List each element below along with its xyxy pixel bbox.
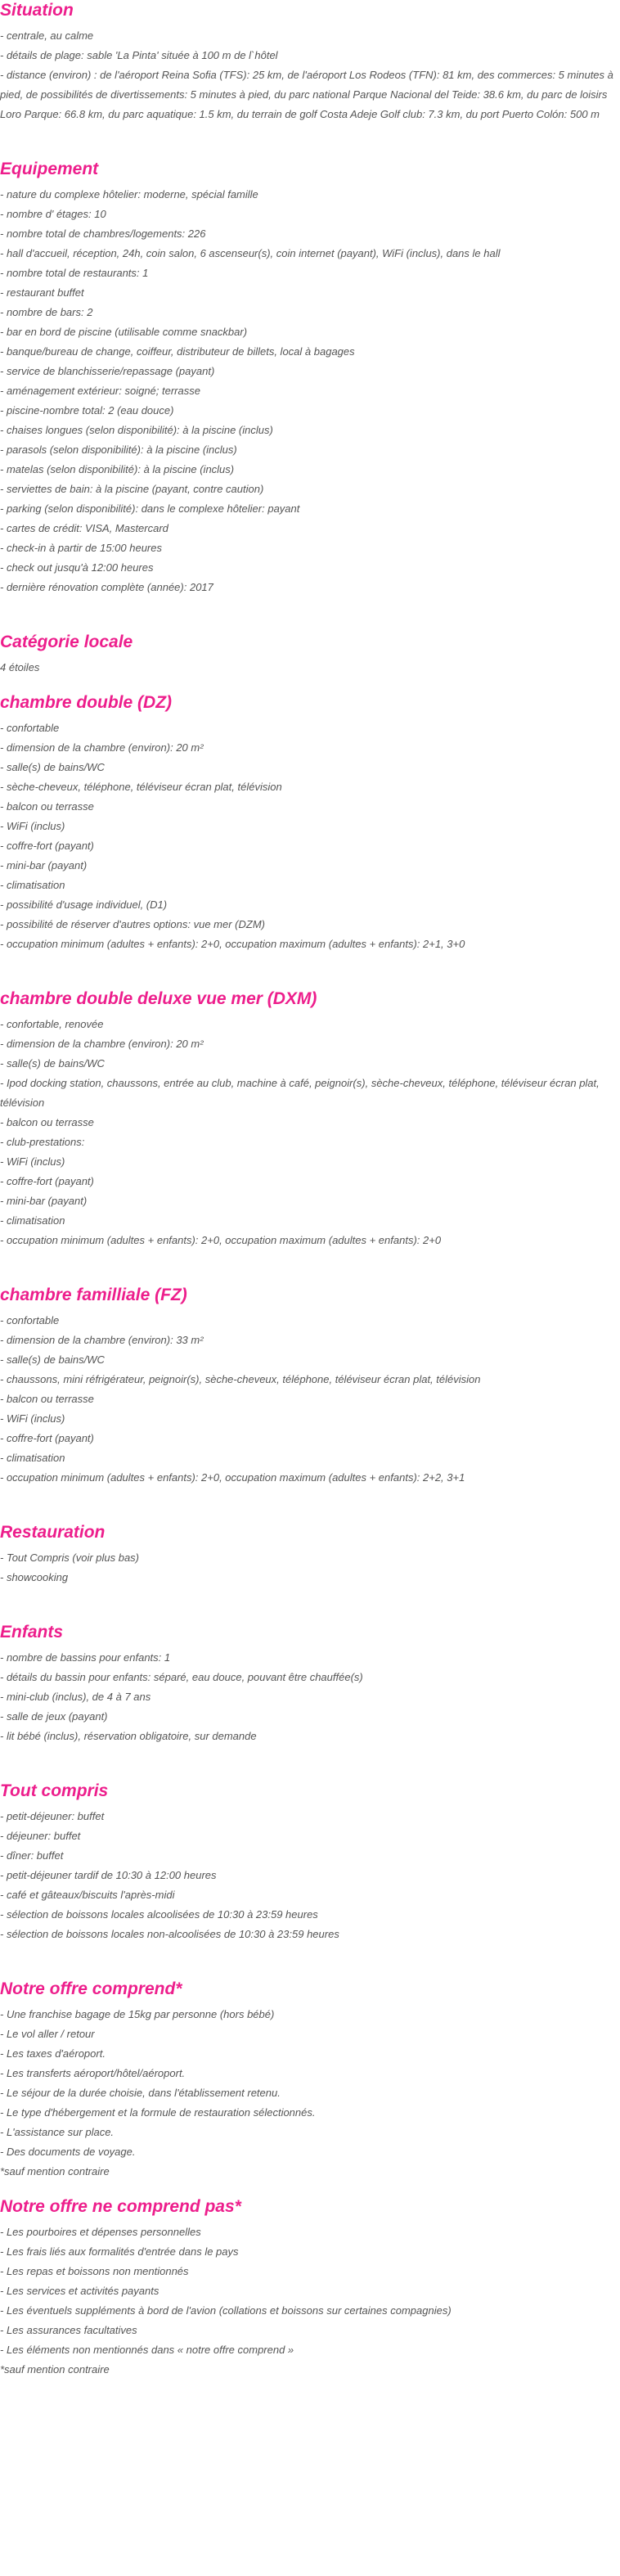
section-offre-comprend (0, 1979, 617, 2182)
section-lines (0, 185, 617, 597)
section-lines (0, 718, 617, 954)
line: - club-prestations: (0, 1136, 85, 1148)
line: - Les éventuels suppléments à bord de l'avion (collations et boissons sur certaines compagnies) (0, 2304, 452, 2317)
line: - Le séjour de la durée choisie, dans l'établissement retenu. (0, 2087, 281, 2099)
line: - possibilité de réserver d'autres options: vue mer (DZM) (0, 918, 265, 930)
line: - distance (environ) : de l'aéroport Reina Sofia (TFS): 25 km, de l'aéroport Los Rodeos (TFN): 81 km, des commerces: 5 minutes à pied, de possibilités de divertissements: 5 minutes à pied, du parc national Parque Nacional del Teide: 38.6 km, du parc de loisirs Loro Parque: 66.8 km, du parc aquatique: 1.5 km, du terrain de golf Costa Adeje Golf club: 7.3 km, du port Puerto Colón: 500 m (0, 69, 613, 120)
line: - Les frais liés aux formalités d'entrée dans le pays (0, 2245, 239, 2258)
line: - possibilité d'usage individuel, (D1) (0, 898, 168, 911)
line: - balcon ou terrasse (0, 1393, 94, 1405)
line: - dimension de la chambre (environ): 20 m² (0, 741, 204, 754)
section-title: chambre double deluxe vue mer (DXM) (0, 989, 317, 1008)
section-lines (0, 26, 617, 124)
section-title: chambre familliale (FZ) (0, 1286, 187, 1304)
section-chambre-double (0, 692, 617, 954)
line: - café et gâteaux/biscuits l'après-midi (0, 1889, 175, 1901)
line: - occupation minimum (adultes + enfants): 2+0, occupation maximum (adultes + enfants): 2+0 (0, 1234, 442, 1246)
line: - mini-bar (payant) (0, 859, 88, 871)
line: - nombre total de chambres/logements: 226 (0, 227, 206, 240)
line: - Une franchise bagage de 15kg par personne (hors bébé) (0, 2008, 275, 2020)
line: - occupation minimum (adultes + enfants): 2+0, occupation maximum (adultes + enfants): 2+2, 3+1 (0, 1471, 465, 1484)
section-lines (0, 1648, 617, 1746)
line: - mini-club (inclus), de 4 à 7 ans (0, 1691, 151, 1703)
line: - balcon ou terrasse (0, 1116, 94, 1128)
line: - salle(s) de bains/WC (0, 1353, 105, 1366)
section-categorie-locale (0, 632, 617, 678)
line: - cartes de crédit: VISA, Mastercard (0, 522, 168, 534)
line: - déjeuner: buffet (0, 1830, 81, 1842)
line: - sélection de boissons locales non-alcoolisées de 10:30 à 23:59 heures (0, 1928, 339, 1940)
line: - Ipod docking station, chaussons, entrée au club, machine à café, peignoir(s), sèche-cheveux, téléphone, téléviseur écran plat, télévision (0, 1077, 600, 1109)
section-title: Situation (0, 1, 74, 20)
line: - dimension de la chambre (environ): 20 m² (0, 1038, 204, 1050)
line: *sauf mention contraire (0, 2165, 110, 2177)
line: - aménagement extérieur: soigné; terrasse (0, 385, 200, 397)
section-lines (0, 1311, 617, 1488)
section-title: Equipement (0, 160, 99, 178)
line: - détails de plage: sable 'La Pinta' située à 100 m de l`hôtel (0, 49, 278, 61)
line: - balcon ou terrasse (0, 800, 94, 813)
line: - nombre total de restaurants: 1 (0, 267, 149, 279)
section-chambre-double-deluxe (0, 989, 617, 1250)
line: - Les services et activités payants (0, 2285, 159, 2297)
section-title: Notre offre ne comprend pas* (0, 2197, 241, 2216)
line: - parking (selon disponibilité): dans le complexe hôtelier: payant (0, 502, 300, 515)
line: - climatisation (0, 1452, 65, 1464)
section-enfants (0, 1622, 617, 1746)
line: - salle(s) de bains/WC (0, 1057, 105, 1070)
line: - sèche-cheveux, téléphone, téléviseur écran plat, télévision (0, 781, 282, 793)
line: - centrale, au calme (0, 29, 94, 42)
line: - serviettes de bain: à la piscine (payant, contre caution) (0, 483, 264, 495)
section-lines (0, 1548, 617, 1587)
section-situation (0, 0, 617, 124)
line: - banque/bureau de change, coiffeur, distributeur de billets, local à bagages (0, 345, 355, 358)
line: - dimension de la chambre (environ): 33 m² (0, 1334, 204, 1346)
section-equipement (0, 159, 617, 597)
line: - hall d'accueil, réception, 24h, coin salon, 6 ascenseur(s), coin internet (payant), WiFi (inclus), dans le hall (0, 247, 501, 259)
line: - matelas (selon disponibilité): à la piscine (inclus) (0, 463, 235, 475)
line: - occupation minimum (adultes + enfants): 2+0, occupation maximum (adultes + enfants): 2+1, 3+0 (0, 938, 465, 950)
line: - dîner: buffet (0, 1849, 64, 1862)
section-title: Restauration (0, 1523, 106, 1542)
line: - Tout Compris (voir plus bas) (0, 1551, 140, 1564)
line: - coffre-fort (payant) (0, 1432, 94, 1444)
line: - sélection de boissons locales alcoolisées de 10:30 à 23:59 heures (0, 1908, 318, 1921)
line: - petit-déjeuner: buffet (0, 1810, 105, 1822)
section-title: Tout compris (0, 1781, 109, 1800)
line: - dernière rénovation complète (année): 2017 (0, 581, 213, 593)
line: - coffre-fort (payant) (0, 840, 94, 852)
line: - climatisation (0, 879, 65, 891)
line: - L'assistance sur place. (0, 2126, 115, 2138)
line: - mini-bar (payant) (0, 1195, 88, 1207)
line: - showcooking (0, 1571, 69, 1583)
section-lines (0, 2222, 617, 2380)
line: - WiFi (inclus) (0, 1155, 65, 1168)
line: 4 étoiles (0, 661, 40, 673)
line: - coffre-fort (payant) (0, 1175, 94, 1187)
section-chambre-familliale (0, 1285, 617, 1488)
line: - WiFi (inclus) (0, 820, 65, 832)
section-lines (0, 1015, 617, 1250)
line: - salle de jeux (payant) (0, 1710, 108, 1723)
line: - salle(s) de bains/WC (0, 761, 105, 773)
section-lines (0, 1807, 617, 1944)
line: - nombre d' étages: 10 (0, 208, 106, 220)
line: - parasols (selon disponibilité): à la piscine (inclus) (0, 444, 237, 456)
section-title: chambre double (DZ) (0, 693, 173, 712)
line: - nombre de bars: 2 (0, 306, 93, 318)
section-restauration (0, 1522, 617, 1587)
line: - chaussons, mini réfrigérateur, peignoir(s), sèche-cheveux, téléphone, téléviseur écran plat, télévision (0, 1373, 481, 1385)
line: - check out jusqu'à 12:00 heures (0, 561, 154, 574)
line: - confortable, renovée (0, 1018, 104, 1030)
line: - Les taxes d'aéroport. (0, 2047, 106, 2060)
line: - nature du complexe hôtelier: moderne, spécial famille (0, 188, 258, 200)
line: - lit bébé (inclus), réservation obligatoire, sur demande (0, 1730, 257, 1742)
line: - Les pourboires et dépenses personnelles (0, 2226, 201, 2238)
section-title: Enfants (0, 1623, 64, 1642)
line: - Les transferts aéroport/hôtel/aéroport. (0, 2067, 186, 2079)
line: - check-in à partir de 15:00 heures (0, 542, 162, 554)
section-lines (0, 658, 617, 678)
section-title: Notre offre comprend* (0, 1979, 182, 1998)
line: - WiFi (inclus) (0, 1412, 65, 1425)
line: - climatisation (0, 1214, 65, 1227)
line: - Des documents de voyage. (0, 2146, 136, 2158)
section-tout-compris (0, 1781, 617, 1944)
line: - Les éléments non mentionnés dans « notre offre comprend » (0, 2344, 294, 2356)
section-offre-ne-comprend-pas (0, 2196, 617, 2380)
line: - nombre de bassins pour enfants: 1 (0, 1651, 171, 1664)
line: - chaises longues (selon disponibilité): à la piscine (inclus) (0, 424, 273, 436)
line: - Le vol aller / retour (0, 2028, 95, 2040)
line: - petit-déjeuner tardif de 10:30 à 12:00 heures (0, 1869, 217, 1881)
line: - détails du bassin pour enfants: séparé, eau douce, pouvant être chauffée(s) (0, 1671, 363, 1683)
section-title: Catégorie locale (0, 633, 133, 651)
line: - confortable (0, 1314, 60, 1326)
line: - Le type d'hébergement et la formule de restauration sélectionnés. (0, 2106, 316, 2119)
line: - restaurant buffet (0, 286, 84, 299)
line: - confortable (0, 722, 60, 734)
line: - Les repas et boissons non mentionnés (0, 2265, 189, 2277)
line: - Les assurances facultatives (0, 2324, 137, 2336)
section-lines (0, 2005, 617, 2182)
line: - bar en bord de piscine (utilisable comme snackbar) (0, 326, 248, 338)
line: *sauf mention contraire (0, 2363, 110, 2376)
line: - service de blanchisserie/repassage (payant) (0, 365, 215, 377)
line: - piscine-nombre total: 2 (eau douce) (0, 404, 174, 417)
